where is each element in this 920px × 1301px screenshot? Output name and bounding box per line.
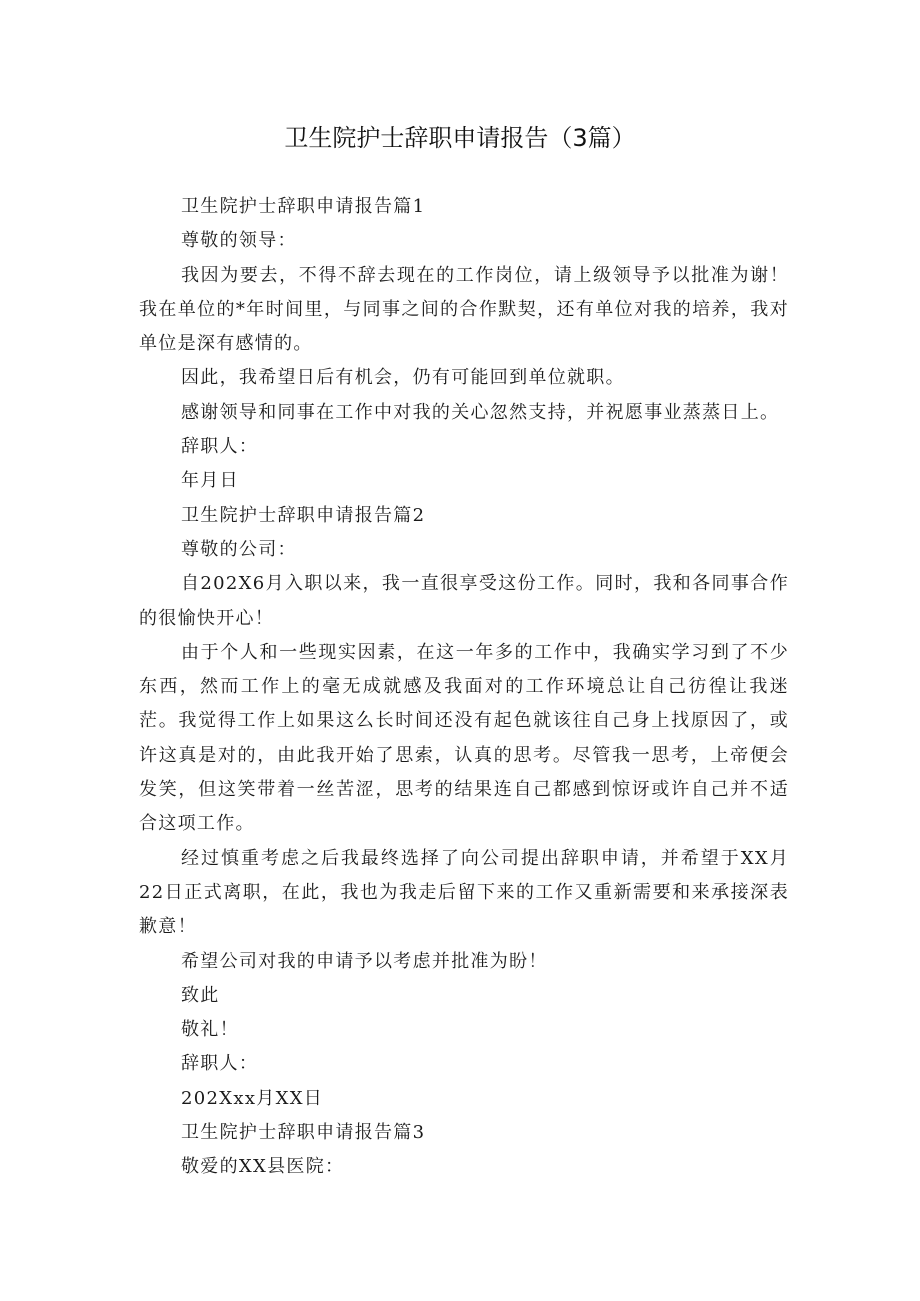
salutation: 敬爱的XX县医院： — [181, 1156, 345, 1178]
section-heading-3: 卫生院护士辞职申请报告篇3 — [181, 1122, 426, 1144]
salutation: 尊敬的领导： — [181, 230, 297, 252]
document-body — [139, 190, 789, 1185]
body-paragraph: 经过慎重考虑之后我最终选择了向公司提出辞职申请，并希望于XX月22日正式离职，在此，我也为我走后留下来的工作又重新需要和来承接深表歉意！ — [139, 847, 789, 938]
body-paragraph: 由于个人和一些现实因素，在这一年多的工作中，我确实学习到了不少东西，然而工作上的毫无成就感及我面对的工作环境总让自己彷徨让我迷茫。我觉得工作上如果这么长时间还没有起色就该往自己身上找原因了，或许这真是对的，由此我开始了思索，认真的思考。尽管我一思考，上帝便会发笑，但这笑带着一丝苦涩，思考的结果连自己都感到惊讶或许自己并不适合这项工作。 — [139, 641, 789, 835]
document-title: 卫生院护士辞职申请报告（3篇） — [284, 124, 636, 152]
body-paragraph: 自202X6月入职以来，我一直很享受这份工作。同时，我和各同事合作的很愉快开心！ — [139, 573, 789, 629]
body-paragraph: 感谢领导和同事在工作中对我的关心忽然支持，并祝愿事业蒸蒸日上。 — [181, 401, 780, 423]
closing-line: 致此 — [181, 984, 220, 1006]
section-heading-1: 卫生院护士辞职申请报告篇1 — [181, 196, 426, 217]
signature-label: 辞职人： — [181, 1053, 259, 1075]
body-paragraph: 希望公司对我的申请予以考虑并批准为盼！ — [181, 950, 548, 972]
closing-line: 敬礼！ — [181, 1019, 239, 1041]
section-heading-2: 卫生院护士辞职申请报告篇2 — [181, 504, 426, 526]
date-line: 202Xxx月XX日 — [181, 1087, 324, 1109]
salutation: 尊敬的公司： — [181, 538, 297, 560]
body-paragraph: 因此，我希望日后有机会，仍有可能回到单位就职。 — [181, 367, 625, 389]
body-paragraph: 我因为要去，不得不辞去现在的工作岗位，请上级领导予以批准为谢！我在单位的*年时间里，与同事之间的合作默契，还有单位对我的培养，我对单位是深有感情的。 — [139, 264, 789, 355]
date-line: 年月日 — [181, 470, 239, 492]
signature-label: 辞职人： — [181, 436, 259, 458]
